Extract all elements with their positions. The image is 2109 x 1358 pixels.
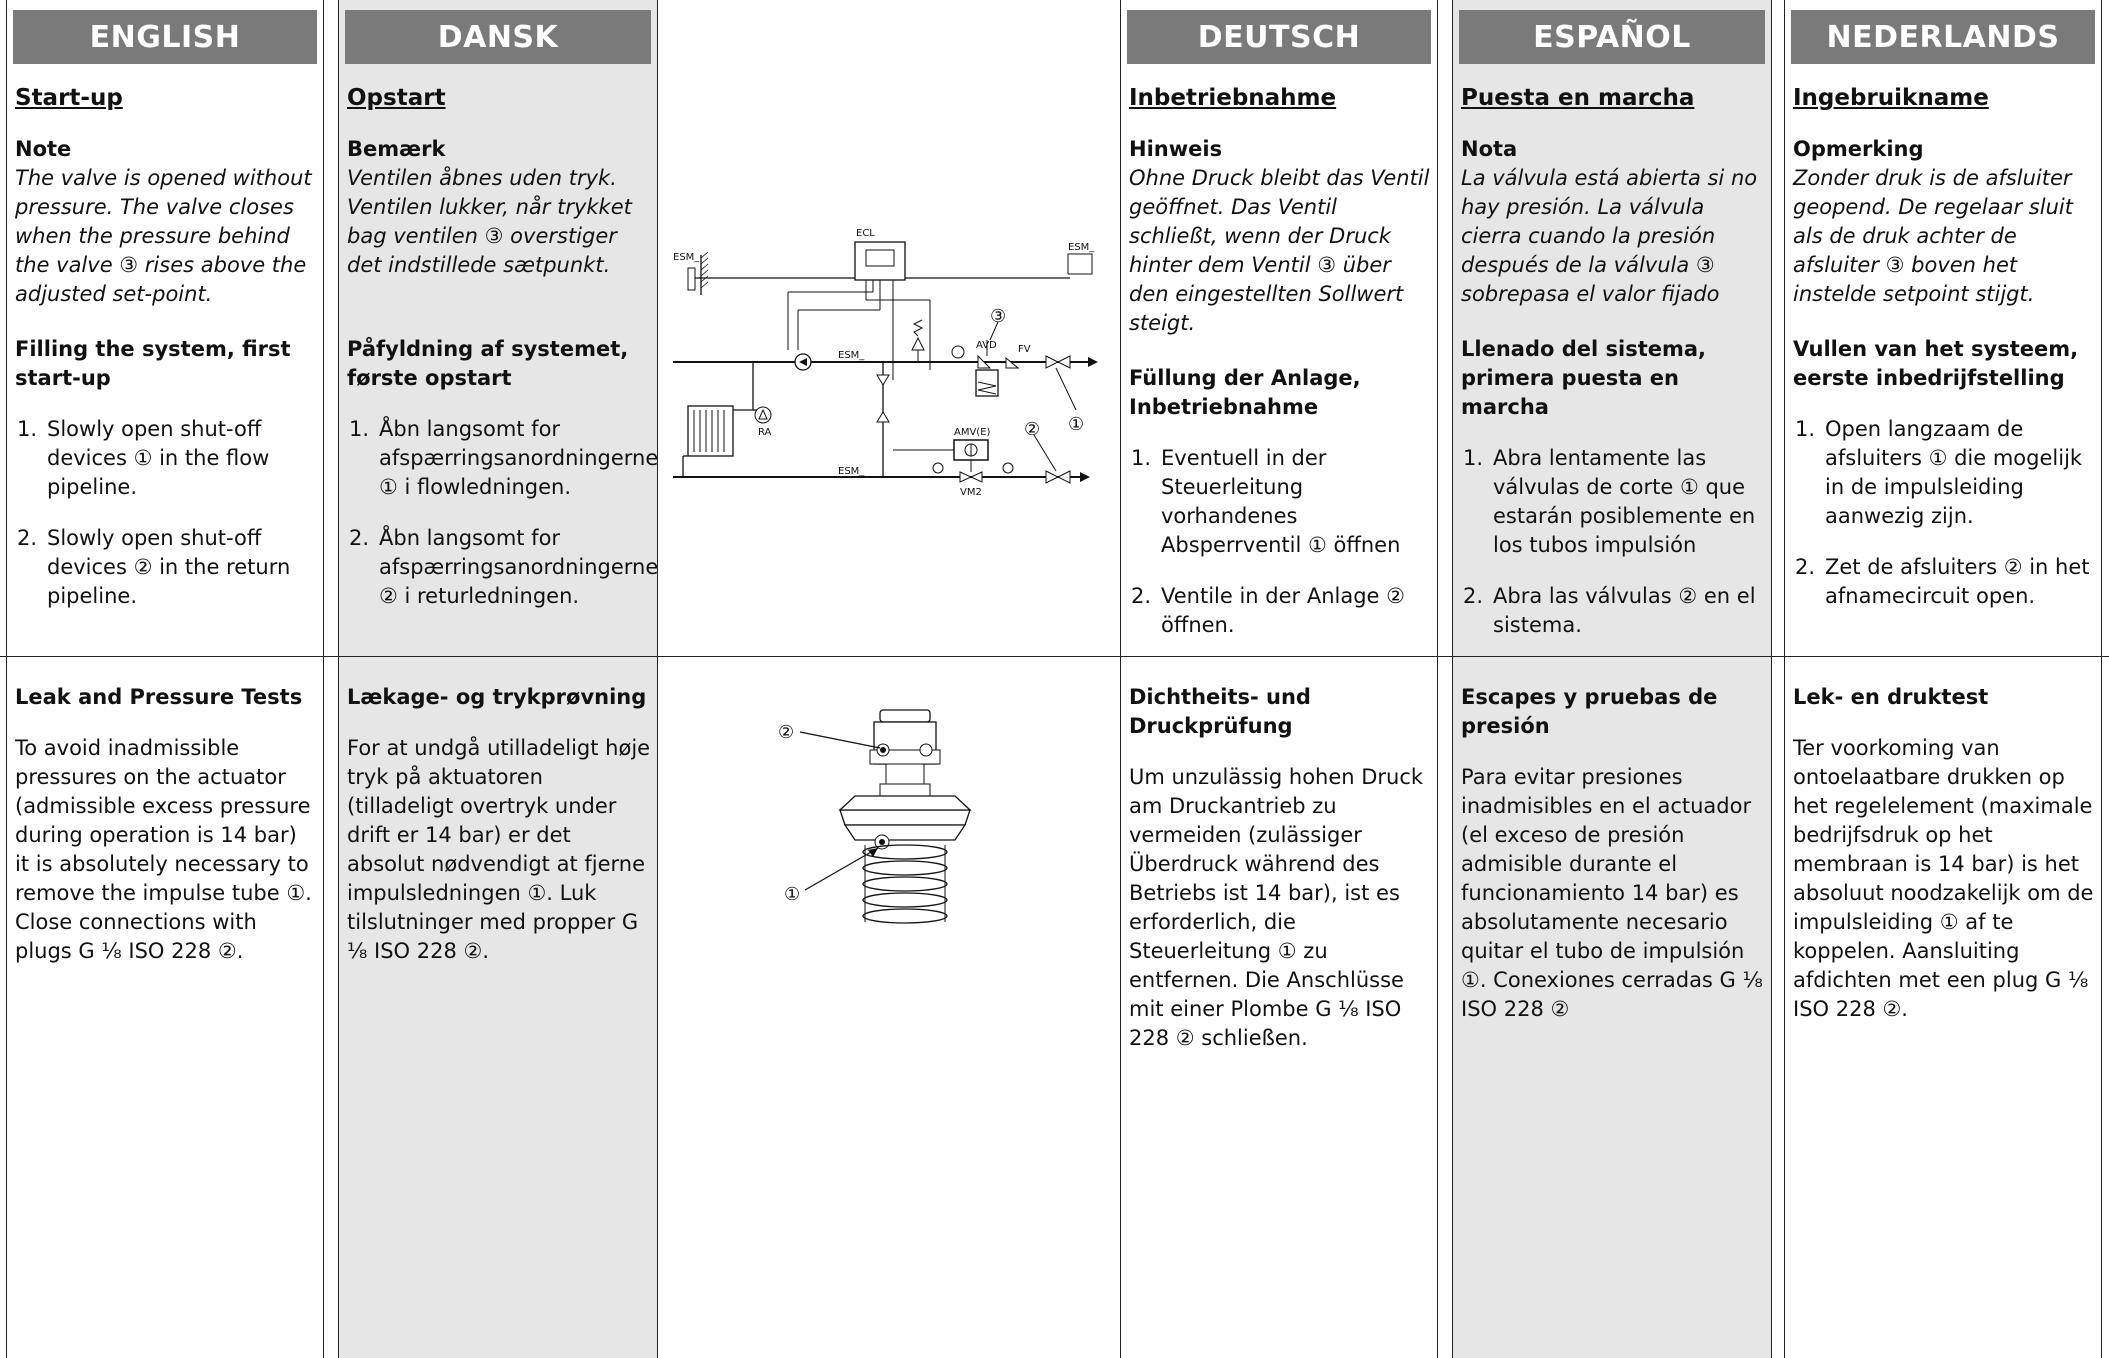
callout-3-diagram: ③ bbox=[990, 306, 1007, 327]
actuator-detail-diagram bbox=[770, 700, 990, 940]
leak-section-dansk bbox=[347, 683, 651, 966]
startup-title-dansk: Opstart bbox=[347, 85, 446, 111]
column-dansk bbox=[338, 0, 658, 1358]
column-nederlands bbox=[1784, 0, 2102, 1358]
esm-label-left: ESM_ bbox=[673, 252, 700, 263]
note-heading-english: Note bbox=[15, 137, 72, 161]
column-deutsch bbox=[1120, 0, 1438, 1358]
startup-title-english: Start-up bbox=[15, 85, 123, 111]
filling-heading-dansk: Påfyldning af systemet, første opstart bbox=[347, 337, 629, 390]
leak-section-nederlands bbox=[1793, 683, 2095, 1024]
step-item: 2. Åbn langsomt for afspærringsanordningerne ② i returledningen. bbox=[349, 526, 659, 608]
header-deutsch: DEUTSCH bbox=[1127, 10, 1431, 64]
note-heading-espanol: Nota bbox=[1461, 137, 1518, 161]
note-text-espanol: La válvula está abierta si no hay presión. La válvula cierra cuando la presión después de la válvula ③ sobrepasa el valor fijado bbox=[1461, 166, 1758, 306]
callout-1-diagram: ① bbox=[1068, 414, 1085, 435]
steps-list-nederlands bbox=[1793, 415, 2095, 611]
step-item: 1. Abra lentamente las válvulas de corte ① que estarán posiblemente en los tubos impulsión bbox=[1463, 446, 1756, 557]
startup-section-deutsch bbox=[1129, 84, 1431, 662]
step-item: 2. Slowly open shut-off devices ② in the return pipeline. bbox=[17, 526, 291, 608]
leak-section-english bbox=[15, 683, 317, 966]
leak-heading-espanol: Escapes y pruebas de presión bbox=[1461, 685, 1718, 738]
step-item: 1. Slowly open shut-off devices ① in the flow pipeline. bbox=[17, 417, 270, 499]
leak-section-espanol bbox=[1461, 683, 1765, 1024]
steps-list-dansk bbox=[347, 415, 659, 611]
leak-text-dansk: For at undgå utilladeligt høje tryk på aktuatoren (tilladeligt overtryk under drift er 14 bar) er det absolut nødvendigt at fjerne impulsledningen ①. Luk tilslutninger med propper G ¹⁄₈ ISO 228 ②. bbox=[347, 736, 651, 963]
leak-heading-english: Leak and Pressure Tests bbox=[15, 685, 303, 709]
callout-2-actuator: ② bbox=[778, 722, 795, 743]
leak-section-deutsch bbox=[1129, 683, 1431, 1053]
header-nederlands: NEDERLANDS bbox=[1791, 10, 2095, 64]
steps-list-deutsch bbox=[1129, 444, 1431, 640]
column-english bbox=[6, 0, 324, 1358]
startup-section-nederlands bbox=[1793, 84, 2095, 633]
filling-heading-nederlands: Vullen van het systeem, eerste inbedrijfstelling bbox=[1793, 337, 2079, 390]
esm-label-return: ESM_ bbox=[838, 466, 865, 477]
startup-section-espanol bbox=[1461, 84, 1765, 662]
leak-heading-dansk: Lækage- og trykprøvning bbox=[347, 685, 647, 709]
leak-text-nederlands: Ter voorkoming van ontoelaatbare drukken op het regelelement (maximale bedrijfsdruk op het membraan is 14 bar) is het absoluut noodzakelijk om de impulsleiding ① af te koppelen. Aansluiting afdichten met een plug G ¹⁄₈ ISO 228 ②. bbox=[1793, 736, 2094, 1021]
startup-title-nederlands: Ingebruikname bbox=[1793, 85, 1989, 111]
startup-title-deutsch: Inbetriebnahme bbox=[1129, 85, 1337, 111]
callout-1-actuator: ① bbox=[784, 884, 801, 905]
amv-label: AMV(E) bbox=[954, 427, 991, 438]
leak-text-espanol: Para evitar presiones inadmisibles en el actuador (el exceso de presión admisible durante el funcionamiento 14 bar) es absolutamente necesario quitar el tubo de impulsión ①. Conexiones cerradas G ¹⁄₈ ISO 228 ② bbox=[1461, 765, 1763, 1021]
step-item: 2. Ventile in der Anlage ② öffnen. bbox=[1131, 584, 1405, 637]
leak-text-deutsch: Um unzulässig hohen Druck am Druckantrieb zu vermeiden (zulässiger Überdruck während des Betriebs ist 14 bar), ist es erforderlich, die Steuerleitung ① zu entfernen. Die Anschlüsse mit einer Plombe G ¹⁄₈ ISO 228 ② schließen. bbox=[1129, 765, 1424, 1050]
filling-heading-english: Filling the system, first start-up bbox=[15, 337, 291, 390]
note-text-deutsch: Ohne Druck bleibt das Ventil geöffnet. Das Ventil schließt, wenn der Druck hinter dem Ventil ③ über den eingestellten Sollwert steigt. bbox=[1129, 166, 1430, 335]
esm-label-right: ESM_ bbox=[1068, 242, 1095, 253]
steps-list-espanol bbox=[1461, 444, 1765, 640]
header-dansk: DANSK bbox=[345, 10, 651, 64]
note-text-dansk: Ventilen åbnes uden tryk. Ventilen lukker, når trykket bag ventilen ③ overstiger det indstillede sætpunkt. bbox=[347, 166, 632, 277]
section-divider bbox=[0, 656, 2109, 657]
step-item: 1. Åbn langsomt for afspærringsanordningerne ① i flowledningen. bbox=[349, 417, 659, 499]
note-heading-nederlands: Opmerking bbox=[1793, 137, 1924, 161]
column-espanol bbox=[1452, 0, 1772, 1358]
header-english: ENGLISH bbox=[13, 10, 317, 64]
system-schematic-diagram bbox=[668, 210, 1108, 510]
startup-title-espanol: Puesta en marcha bbox=[1461, 85, 1695, 111]
step-item: 1. Eventuell in der Steuerleitung vorhandenes Absperrventil ① öffnen bbox=[1131, 446, 1401, 557]
leak-text-english: To avoid inadmissible pressures on the actuator (admissible excess pressure during operation is 14 bar) it is absolutely necessary to remove the impulse tube ①. Close connections with plugs G ¹⁄₈ ISO 228 ②. bbox=[15, 736, 312, 963]
callout-2-diagram: ② bbox=[1024, 419, 1041, 440]
header-espanol: ESPAÑOL bbox=[1459, 10, 1765, 64]
step-item: 2. Zet de afsluiters ② in het afnamecircuit open. bbox=[1795, 555, 2090, 608]
filling-heading-espanol: Llenado del sistema, primera puesta en marcha bbox=[1461, 337, 1707, 419]
startup-section-english bbox=[15, 84, 317, 633]
note-text-english: The valve is opened without pressure. The valve closes when the pressure behind the valve ③ rises above the adjusted set-point. bbox=[15, 166, 312, 306]
leak-heading-nederlands: Lek- en druktest bbox=[1793, 685, 1989, 709]
note-heading-deutsch: Hinweis bbox=[1129, 137, 1223, 161]
step-item: 2. Abra las válvulas ② en el sistema. bbox=[1463, 584, 1756, 637]
filling-heading-deutsch: Füllung der Anlage, Inbetriebnahme bbox=[1129, 366, 1361, 419]
steps-list-english bbox=[15, 415, 317, 611]
fv-label: FV bbox=[1018, 344, 1031, 355]
startup-section-dansk bbox=[347, 84, 659, 633]
leak-heading-deutsch: Dichtheits- und Druckprüfung bbox=[1129, 685, 1311, 738]
note-heading-dansk: Bemærk bbox=[347, 137, 446, 161]
note-text-nederlands: Zonder druk is de afsluiter geopend. De regelaar sluit als de druk achter de afsluiter ③ boven het instelde setpoint stijgt. bbox=[1793, 166, 2073, 306]
ra-label: RA bbox=[758, 427, 772, 438]
avd-label: AVD bbox=[976, 340, 997, 351]
vm2-label: VM2 bbox=[960, 487, 982, 498]
esm-label-flow: ESM_ bbox=[838, 350, 865, 361]
ecl-label: ECL bbox=[856, 228, 875, 239]
step-item: 1. Open langzaam de afsluiters ① die mogelijk in de impulsleiding aanwezig zijn. bbox=[1795, 417, 2083, 528]
